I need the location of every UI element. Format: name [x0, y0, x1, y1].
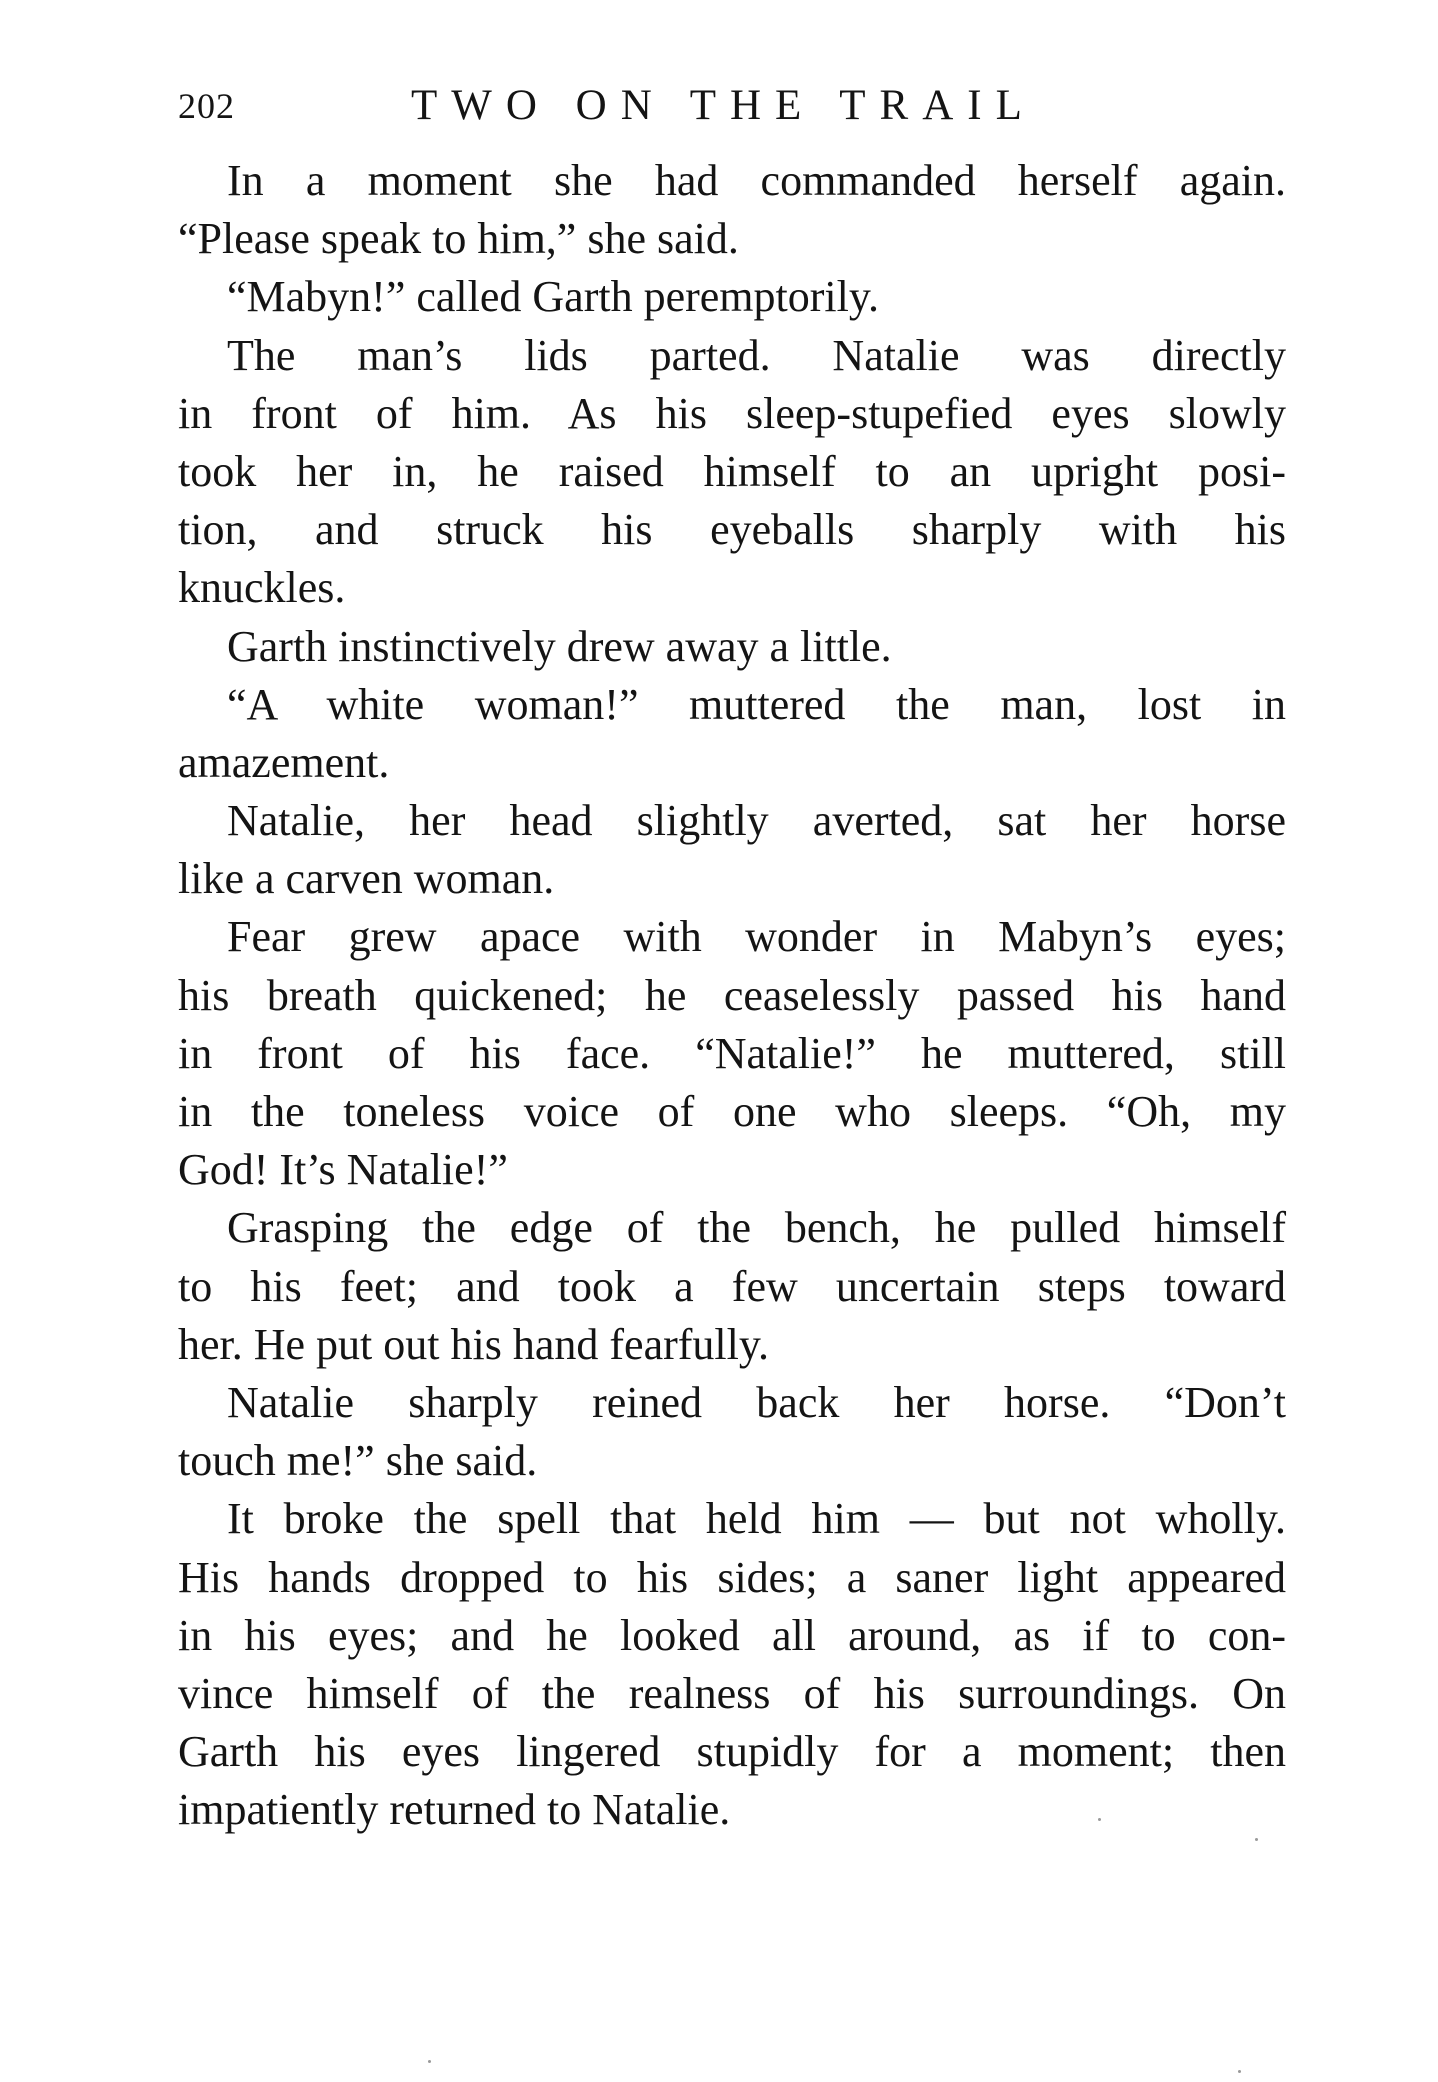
text-line: knuckles. [178, 563, 346, 613]
text-line: her. He put out his hand fearfully. [178, 1319, 769, 1369]
text-line: “A white woman!” muttered the man, lost in [227, 679, 1286, 729]
paper-speck [1255, 1838, 1258, 1841]
text-line: Garth his eyes lingered stupidly for a moment; then [178, 1727, 1286, 1777]
running-title: TWO ON THE TRAIL [411, 82, 1036, 129]
page-header [178, 76, 1278, 136]
text-line: touch me!” she said. [178, 1436, 538, 1486]
text-line: God! It’s Natalie!” [178, 1145, 508, 1195]
text-line: Natalie, her head slightly averted, sat her horse [227, 796, 1286, 846]
text-line: tion, and struck his eyeballs sharply with his [178, 505, 1286, 555]
body-text [178, 152, 1286, 1839]
text-line: “Please speak to him,” she said. [178, 214, 739, 264]
text-line: Garth instinctively drew away a little. [227, 621, 892, 671]
text-line: amazement. [178, 737, 390, 787]
text-line: to his feet; and took a few uncertain steps toward [178, 1261, 1286, 1311]
text-line: Fear grew apace with wonder in Mabyn’s eyes; [227, 912, 1286, 962]
text-line: in front of his face. “Natalie!” he muttered, still [178, 1028, 1286, 1078]
text-line: impatiently returned to Natalie. [178, 1785, 731, 1835]
text-line: The man’s lids parted. Natalie was directly [227, 330, 1286, 380]
page-number: 202 [178, 86, 235, 126]
text-line: vince himself of the realness of his surroundings. On [178, 1668, 1286, 1718]
paper-speck [1238, 2070, 1241, 2073]
text-line: took her in, he raised himself to an upright posi- [178, 446, 1286, 496]
text-line: in the toneless voice of one who sleeps. “Oh, my [178, 1087, 1286, 1136]
text-line: his breath quickened; he ceaselessly passed his hand [178, 970, 1286, 1020]
text-line: It broke the spell that held him — but not wholly. [227, 1494, 1286, 1544]
text-line: like a carven woman. [178, 854, 555, 904]
text-line: Natalie sharply reined back her horse. “Don’t [227, 1377, 1286, 1427]
text-line: In a moment she had commanded herself again. [227, 156, 1286, 205]
text-line: Grasping the edge of the bench, he pulled himself [227, 1203, 1286, 1253]
text-line: “Mabyn!” called Garth peremptorily. [227, 272, 879, 322]
text-line: in front of him. As his sleep-stupefied eyes slowly [178, 388, 1286, 438]
paper-speck [428, 2060, 431, 2063]
text-line: His hands dropped to his sides; a saner light appeared [178, 1552, 1286, 1602]
paper-speck [1098, 1818, 1101, 1821]
text-line: in his eyes; and he looked all around, as if to con- [178, 1610, 1286, 1660]
